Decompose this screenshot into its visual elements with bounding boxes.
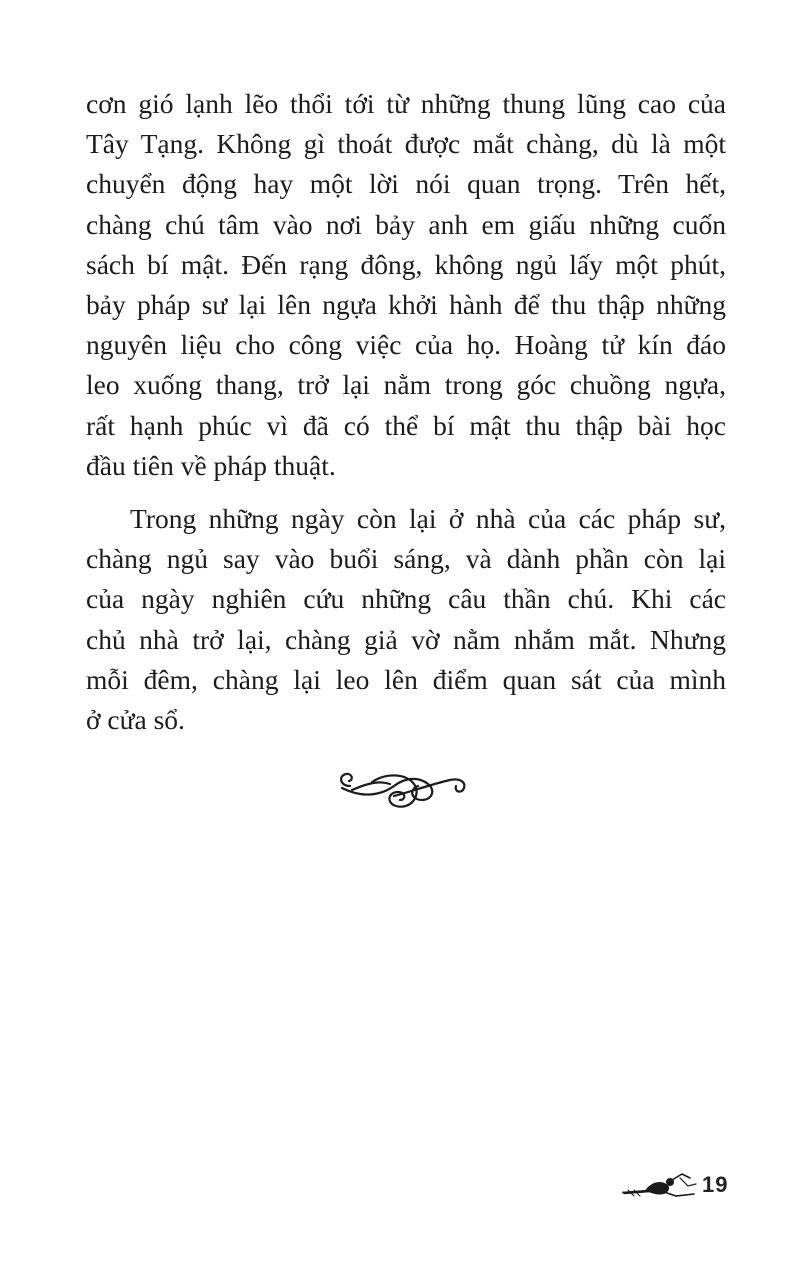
paragraph-1 bbox=[86, 84, 726, 486]
text-line: mỗi đêm, chàng lại leo lên điểm quan sát của mình bbox=[86, 663, 726, 695]
text-line: chàng ngủ say vào buổi sáng, và dành phần còn lại bbox=[86, 543, 726, 575]
text-line: của ngày nghiên cứu những câu thần chú. Khi các bbox=[86, 583, 726, 615]
body-text bbox=[86, 84, 726, 740]
paragraph-2 bbox=[86, 499, 726, 740]
page-number: 19 bbox=[702, 1172, 729, 1197]
running-figure-icon bbox=[620, 1170, 702, 1200]
text-line: nguyên liệu cho công việc của họ. Hoàng tử kín đáo bbox=[86, 329, 726, 361]
text-line: đầu tiên về pháp thuật. bbox=[86, 449, 336, 481]
text-line: leo xuống thang, trở lại nằm trong góc chuồng ngựa, bbox=[86, 369, 726, 401]
flourish-divider-icon bbox=[332, 762, 472, 818]
page-footer bbox=[620, 1168, 730, 1208]
text-line: chủ nhà trở lại, chàng giả vờ nằm nhắm mắt. Nhưng bbox=[86, 623, 726, 655]
text-line: cơn gió lạnh lẽo thổi tới từ những thung lũng cao của bbox=[86, 88, 726, 119]
paragraph-spacer bbox=[86, 486, 726, 499]
text-line: Trong những ngày còn lại ở nhà của các pháp sư, bbox=[130, 503, 726, 535]
text-line: chàng chú tâm vào nơi bảy anh em giấu những cuốn bbox=[86, 208, 726, 240]
text-line: rất hạnh phúc vì đã có thể bí mật thu thập bài học bbox=[86, 409, 726, 441]
text-line: ở cửa sổ. bbox=[86, 704, 185, 736]
text-line: sách bí mật. Đến rạng đông, không ngủ lấy một phút, bbox=[86, 248, 726, 280]
text-line: bảy pháp sư lại lên ngựa khởi hành để thu thập những bbox=[86, 289, 726, 321]
text-line: Tây Tạng. Không gì thoát được mắt chàng, dù là một bbox=[86, 128, 726, 160]
text-line: chuyển động hay một lời nói quan trọng. Trên hết, bbox=[86, 168, 726, 200]
